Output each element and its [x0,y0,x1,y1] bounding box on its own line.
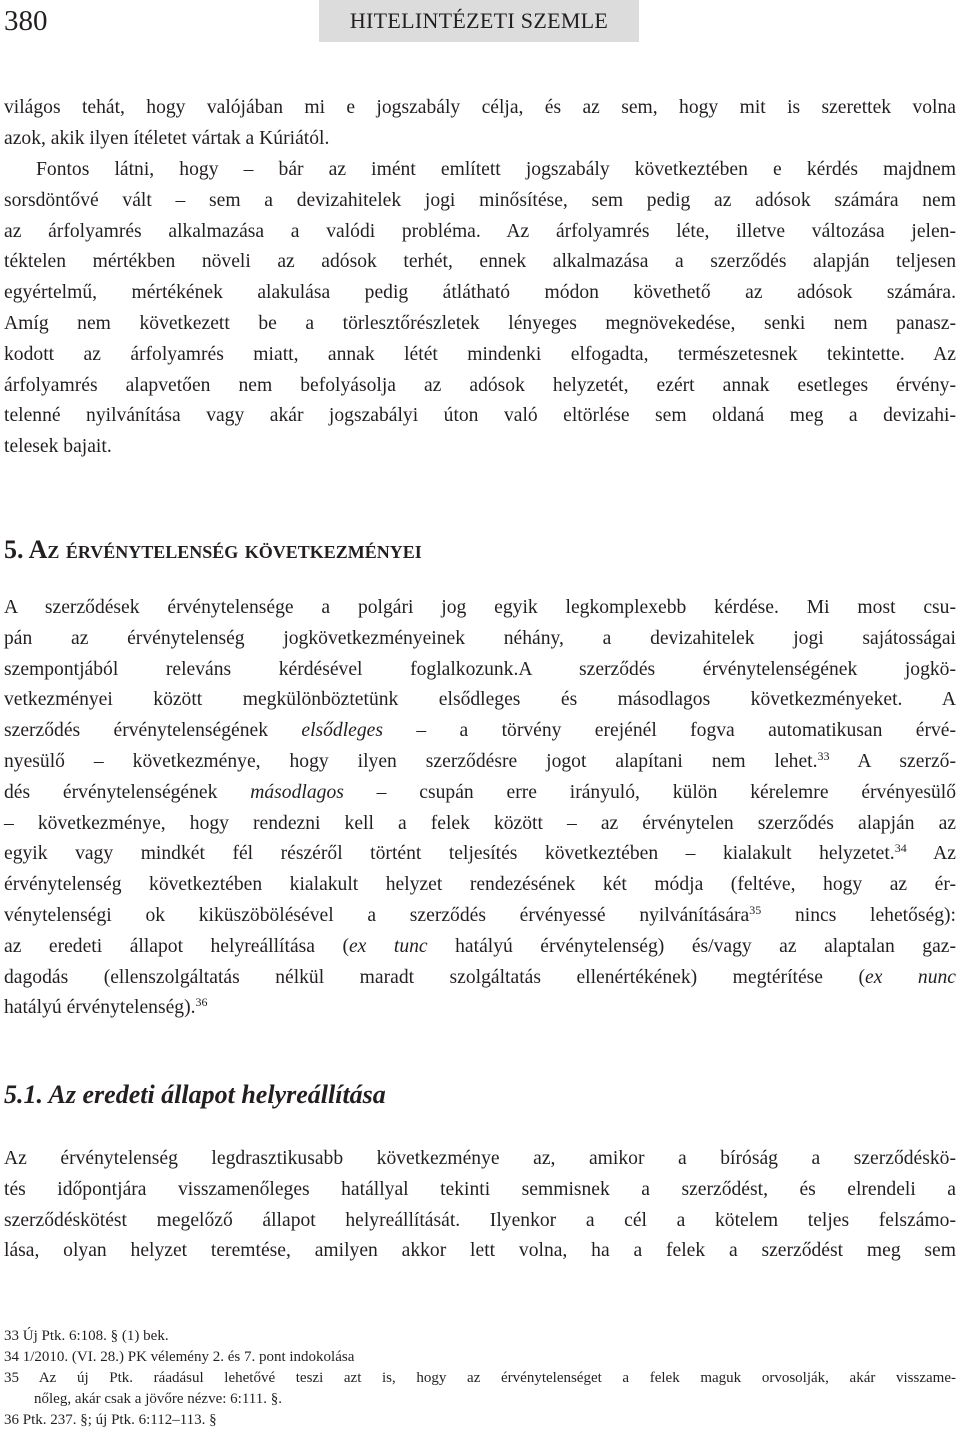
text-line: telesek bajait. [4,436,112,458]
paragraph-ervenytelenseg [4,593,956,1024]
text-line: telenné nyilvánítása vagy akár jogszabályi úton való eltörlése sem oldaná meg a devizahi- [4,405,956,427]
text-line: nyesülő – következménye, hogy ilyen szerződésre jogot alapítani nem lehet.$^{33}$ A szerző- [4,748,956,772]
text-line: A szerződések érvénytelensége a polgári jog egyik legkomplexebb kérdése. Mi most csu- [4,597,956,618]
footnote-ref-35[interactable]: 35 [749,902,762,917]
text-line: az árfolyamrés alkalmazása a valódi probléma. Az árfolyamrés léte, illetve változása jelen- [4,220,956,242]
text-line: vetkezményei között megkülönböztetünk elsődleges és másodlagos következményeket. A [4,689,956,711]
footnote-35: 35 Az új Ptk. ráadásul lehetővé teszi azt is, hogy az érvénytelenséget a felek maguk orvosolják, akár visszame- [4,1370,956,1386]
footnote-ref-36[interactable]: 36 [195,995,208,1010]
text-line: világos tehát, hogy valójában mi e jogszabály célja, és az sem, hogy mit is szerettek volna [4,97,956,118]
text-line: azok, akik ilyen ítéletet vártak a Kúriától. [4,127,330,149]
text-line: téktelen mértékben növeli az adósok terhét, ennek alkalmazása a szerződés alapján teljesen [4,251,956,273]
text-line: – következménye, hogy rendezni kell a felek között – az érvénytelen szerződés alapján az [4,812,956,834]
emphasis-masodlagos: másodlagos [250,781,344,803]
footnote-33: 33 Új Ptk. 6:108. § (1) bek. [4,1328,169,1344]
paragraph-intro [4,93,956,155]
paragraph-arfolyamres [4,155,956,463]
text-line: Az érvénytelenség legdrasztikusabb következménye az, amikor a bíróság a szerződéskö- [4,1148,956,1169]
text-line: pán az érvénytelenség jogkövetkezményeinek néhány, a devizahitelek jogi sajátosságai [4,627,956,649]
text-line: szerződéskötést megelőző állapot helyreállítását. Ilyenkor a cél a kötelem teljes felszámo- [4,1209,956,1231]
text-line: vénytelenségi ok kiküszöbölésével a szerződés érvényessé nyilvánítására$^{35}$ nincs lehetőség): [4,902,956,926]
text-line: Amíg nem következett be a törlesztőrészletek lényeges megnövekedése, senki nem panasz- [4,312,956,334]
text-line: az eredeti állapot helyreállítása (ex tunc hatályú érvénytelenség) és/vagy az alaptalan gaz- [4,935,957,957]
text-line: egyik vagy mindkét fél részéről történt teljesítés következtében – kialakult helyzetet.$^{34}$ Az [4,841,957,865]
text-line: szerződés érvénytelenségének elsődleges – a törvény erejénél fogva automatikusan érvé- [4,720,956,742]
emphasis-ex-tunc: ex tunc [348,935,428,957]
text-line: dagodás (ellenszolgáltatás nélkül maradt szolgáltatás ellenértékének) megtérítése (ex nunc [4,966,956,988]
footnote-35-continued: nőleg, akár csak a jövőre nézve: 6:111. §. [34,1391,282,1407]
emphasis-ex-nunc: ex nunc [865,966,956,988]
text-line: Fontos látni, hogy – bár az imént említett jogszabály következtében e kérdés majdnem [36,159,956,180]
text-line: szempontjából releváns kérdésével foglalkozunk.A szerződés érvénytelenségének jogkö- [4,658,956,680]
page-number: 380 [4,5,48,37]
text-line: kodott az árfolyamrés miatt, annak létét mindenki elfogadta, természetesnek tekintette. Az [4,343,956,365]
text-line: hatályú érvénytelenség).$^{36}$ [4,995,208,1019]
text-line: árfolyamrés alapvetően nem befolyásolja az adósok helyzetét, ezért annak esetleges érvény- [4,374,956,396]
paragraph-eredeti-allapot [4,1144,956,1267]
text-line: lása, olyan helyzet teremtése, amilyen akkor lett volna, ha a felek a szerződést meg sem [4,1240,956,1262]
footnote-ref-33[interactable]: 33 [817,748,830,763]
text-line: érvénytelenség következtében kialakult helyzet rendezésének két módja (feltéve, hogy az ér- [4,874,956,896]
footnote-34: 34 1/2010. (VI. 28.) PK vélemény 2. és 7. pont indokolása [4,1349,355,1365]
running-title: HITELINTÉZETI SZEMLE [319,0,639,42]
text-line: tés időpontjára visszamenőleges hatállyal tekinti semmisnek a szerződést, és elrendeli a [4,1178,956,1200]
footnotes [4,1326,956,1431]
footnote-36: 36 Ptk. 237. §; új Ptk. 6:112–113. § [4,1412,217,1428]
text-line: egyértelmű, mértékének alakulása pedig átlátható módon követhető az adósok számára. [4,282,956,304]
subsection-heading: 5.1. Az eredeti állapot helyreállítása [4,1080,386,1109]
footnote-ref-34[interactable]: 34 [894,841,907,856]
section-heading: 5. Az érvénytelenség következményei [4,535,422,564]
emphasis-elsodleges: elsődleges [301,720,383,742]
text-line: sorsdöntővé vált – sem a devizahitelek jogi minősítése, sem pedig az adósok számára nem [4,189,956,211]
text-line: dés érvénytelenségének másodlagos – csupán erre irányuló, külön kérelemre érvényesülő [4,781,956,803]
